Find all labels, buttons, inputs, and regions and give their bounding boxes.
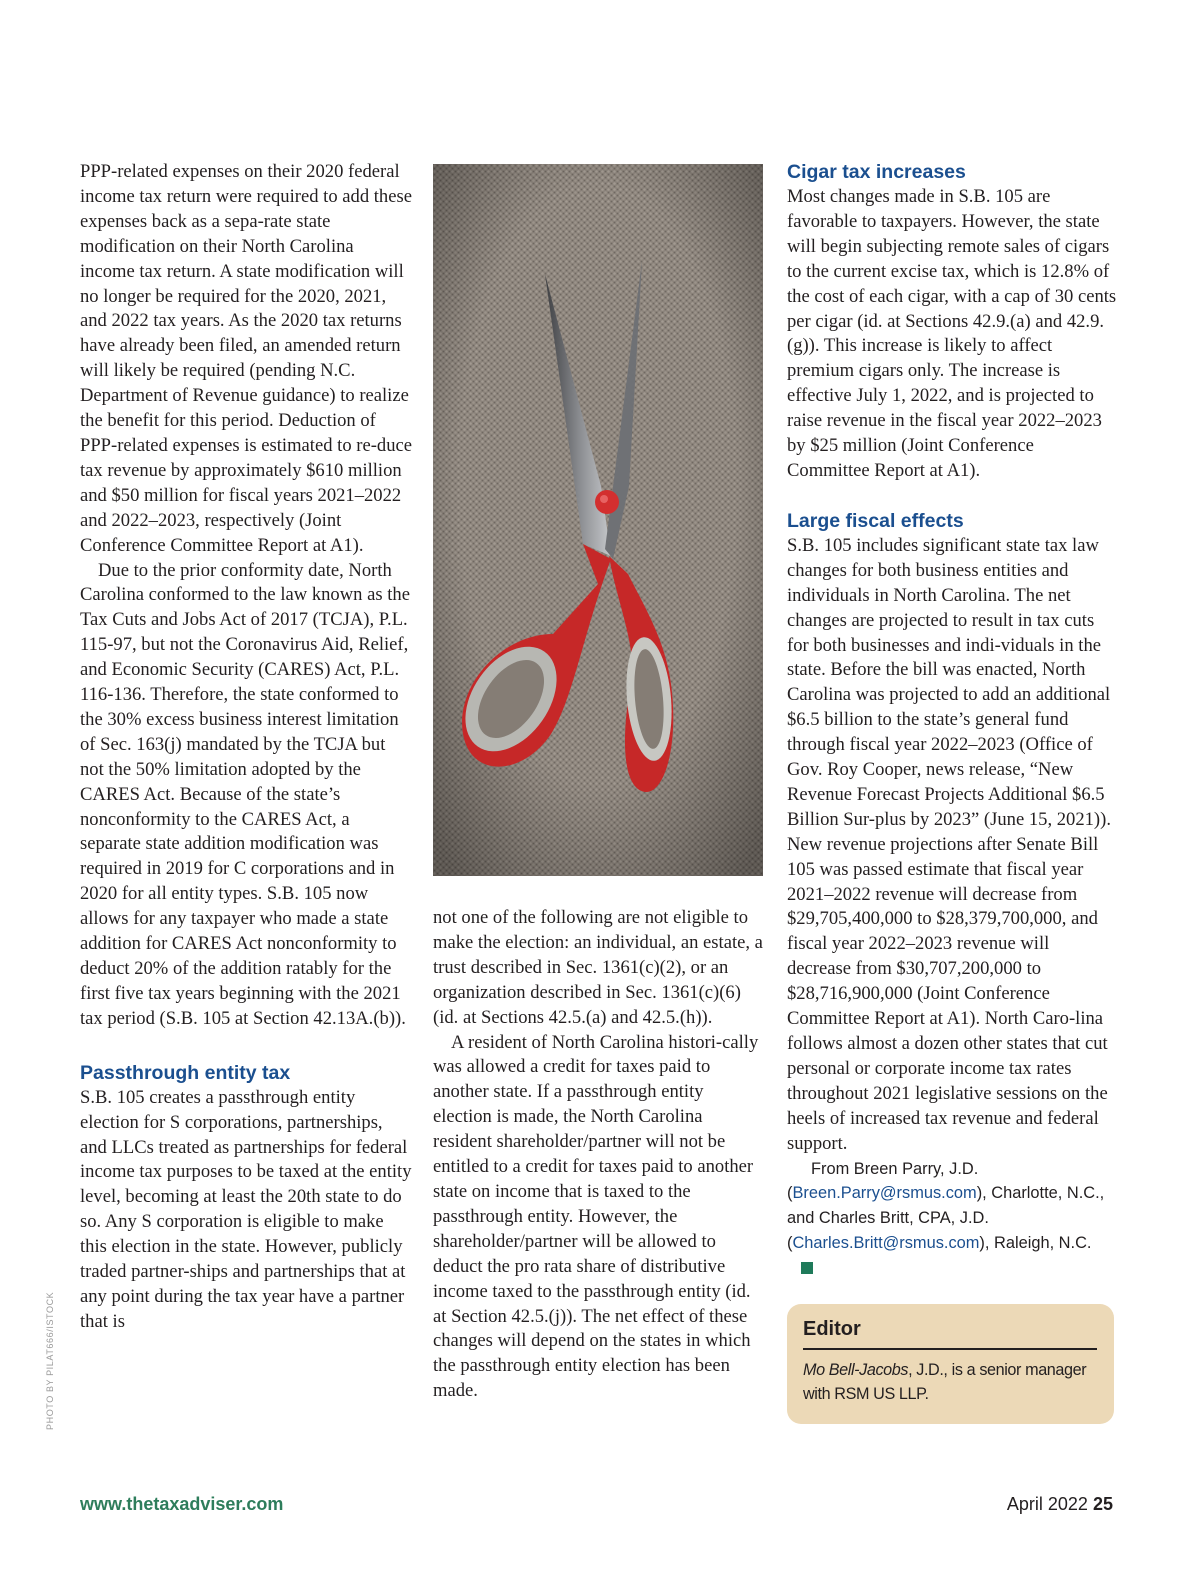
section-heading-passthrough: Passthrough entity tax [80,1061,291,1084]
column-middle [433,906,763,1404]
author-byline: From Breen Parry, J.D. (Breen.Parry@rsmus.com), Charlotte, N.C., and Charles Britt, CPA, J.D. (Charles.Britt@rsmus.com), Raleigh, N.C. [787,1157,1117,1282]
section-heading-fiscal: Large fiscal effects [787,509,964,532]
column-right [787,160,1117,1281]
body-paragraph: PPP-related expenses on their 2020 federal income tax return were required to add these expenses back as a sepa-rate state modification on their North Carolina income tax return. A state modification will no longer be required for the 2020, 2021, and 2022 tax years. As the 2020 tax returns have already been filed, an amended return will likely be required (pending N.C. Department of Revenue guidance) to realize the benefit for this period. Deduction of PPP-related expenses is estimated to re-duce tax revenue by approximately $610 million and $50 million for fiscal years 2021–2022 and 2022–2023, respectively (Joint Conference Committee Report at A1). [80,161,413,556]
editor-name: Mo Bell-Jacobs [803,1361,909,1379]
body-paragraph: not one of the following are not eligible to make the election: an individual, an estate, a trust described in Sec. 1361(c)(2), or an organization described in Sec. 1361(c)(6) (id. at Sections 42.5.(a) and 42.5.(h)). [433,907,763,1028]
end-of-article-icon [801,1262,813,1274]
email-link-britt[interactable]: Charles.Britt@rsmus.com [792,1234,980,1253]
body-paragraph: S.B. 105 includes significant state tax law changes for both business entities and individuals in North Carolina. The net changes are projected to result in tax cuts for both businesses and indi-viduals in the state. Before the bill was enacted, North Carolina was projected to add an additional $6.5 billion to the state’s general fund through fiscal year 2022–2023 (Office of Gov. Roy Cooper, news release, “New Revenue Forecast Projects Additional $6.5 Billion Sur-plus by 2023” (June 15, 2021)). New revenue projections after Senate Bill 105 was passed estimate that fiscal year 2021–2022 revenue will decrease from $29,705,400,000 to $28,379,700,000, and fiscal year 2022–2023 revenue will decrease from $30,707,200,000 to $28,716,900,000 (Joint Conference Committee Report at A1). North Caro-lina follows almost a dozen other states that cut personal or corporate income tax rates throughout 2021 legislative sessions on the heels of increased tax revenue and federal support. [787,534,1111,1154]
editor-bio: Mo Bell-Jacobs, J.D., is a senior manager with RSM US LLP. [803,1361,1087,1403]
body-paragraph: Due to the prior conformity date, North Carolina conformed to the law known as the Tax Cuts and Jobs Act of 2017 (TCJA), P.L. 115-97, but not the Coronavirus Aid, Relief, and Economic Security (CARES) Act, P.L. 116-136. Therefore, the state conformed to the 30% excess business interest limitation of Sec. 163(j) mandated by the TCJA but not the 50% limitation adopted by the CARES Act. Because of the state’s nonconformity to the CARES Act, a separate state addition modification was required in 2019 for C corporations and in 2020 for all entity types. S.B. 105 now allows for any taxpayer who made a state addition for CARES Act nonconformity to deduct 20% of the addition ratably for the first five tax years beginning with the 2021 tax period (S.B. 105 at Section 42.13A.(b)). [80,559,410,1029]
footer-issue [1007,1494,1113,1515]
section-heading-cigar: Cigar tax increases [787,161,966,183]
issue-date: April 2022 [1006,1494,1088,1514]
scissors-photo [433,164,763,876]
editor-title: Editor [803,1314,1097,1350]
body-paragraph: Most changes made in S.B. 105 are favorable to taxpayers. However, the state will begin subjecting remote sales of cigars to the current excise tax, which is 12.8% of the cost of each cigar, with a cap of 30 cents per cigar (id. at Sections 42.9.(a) and 42.9.(g)). This increase is likely to affect premium cigars only. The increase is effective July 1, 2022, and is projected to raise revenue in the fiscal year 2022–2023 by $25 million (Joint Conference Committee Report at A1). [787,186,1117,481]
email-link-breen[interactable]: Breen.Parry@rsmus.com [792,1184,977,1203]
body-paragraph: A resident of North Carolina histori-cally was allowed a credit for taxes paid to another state. If a passthrough entity election is made, the North Carolina resident shareholder/partner will not be entitled to a credit for taxes paid to another state on income that is taxed to the passthrough entity. However, the shareholder/partner will be allowed to deduct the pro rata share of distributive income taxed to the passthrough entity (id. at Section 42.5.(j)). The net effect of these changes will depend on the states in which the passthrough entity election has been made. [433,1031,759,1402]
footer-website-link[interactable]: www.thetaxadviser.com [80,1494,284,1514]
column-left [80,160,412,1335]
page-number: 25 [1092,1494,1113,1514]
body-paragraph: S.B. 105 creates a passthrough entity election for S corporations, partnerships, and LLCs treated as partnerships for federal income tax purposes to be taxed at the entity level, becoming at least the 20th state to do so. Any S corporation is eligible to make this election in the state. However, publicly traded partner-ships and partnerships that at any point during the tax year have a partner that is [80,1086,412,1332]
photo-credit: PHOTO BY PILAT666/ISTOCK [45,1291,55,1430]
editor-box [787,1304,1114,1424]
